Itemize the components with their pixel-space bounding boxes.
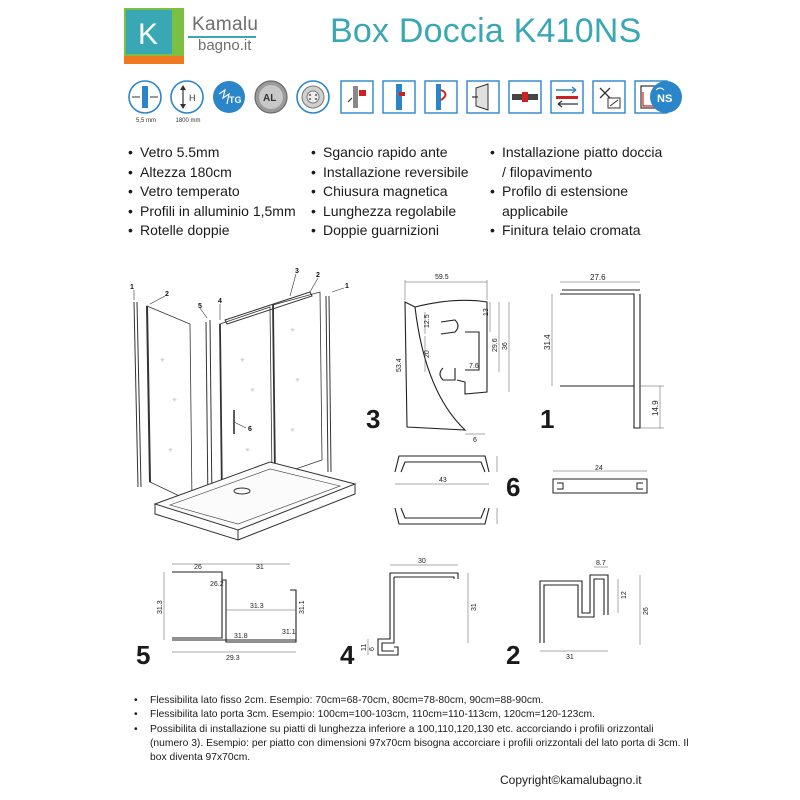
feature-item: applicabile: [502, 202, 569, 219]
profile-number: 1: [540, 404, 555, 434]
note-item: • Possibilita di installazione su piatti di lunghezza inferiore a 100,110,120,130 etc. accorciando i profili orizzontali (numero 3). Esempio: per piatto con dimensioni 97x70cm bisogna accorciare i profili orizzontali del lato porta di 3cm. Il box diventa 97x70cm.: [130, 723, 690, 766]
feature-item: • Finitura telaio cromata: [490, 221, 662, 241]
svg-text:43: 43: [439, 477, 447, 484]
feature-item: • Altezza 180cm: [128, 163, 296, 183]
svg-text:31.8: 31.8: [234, 633, 248, 640]
svg-text:31.3: 31.3: [157, 600, 164, 614]
adjustable-length-icon: [467, 81, 499, 113]
svg-text:24: 24: [595, 465, 603, 472]
callout-label: 4: [218, 298, 222, 305]
callout-label: 2: [316, 272, 320, 279]
svg-text:NS: NS: [657, 93, 673, 105]
brand-domain: bagno.it: [198, 37, 252, 54]
profile-4-drawing: [358, 555, 498, 670]
svg-text:30: 30: [418, 558, 426, 565]
feature-item: • Vetro 5.5mm: [128, 143, 296, 163]
svg-text:✳: ✳: [240, 358, 246, 364]
notes-list: [130, 694, 690, 765]
callout-label: 1: [345, 283, 349, 290]
profile-5-drawing: [150, 560, 310, 665]
callout-label: 3: [295, 268, 299, 275]
feature-column-3: [490, 143, 662, 241]
svg-text:TG: TG: [229, 95, 242, 105]
glass-thickness-caption: 5,5 mm: [135, 118, 156, 124]
feature-icons-row: [128, 80, 688, 124]
svg-text:29.6: 29.6: [492, 338, 499, 352]
callout-label: 6: [248, 426, 252, 433]
quick-release-icon: [341, 81, 373, 113]
feature-item: • Installazione piatto doccia: [490, 143, 662, 163]
svg-text:7.6: 7.6: [469, 363, 479, 370]
feature-item: • Profilo di estensione: [490, 182, 662, 202]
aluminium-icon: [255, 81, 287, 113]
callout-label: 1: [130, 284, 134, 291]
svg-text:20: 20: [424, 350, 431, 358]
height-caption: 1800 mm: [175, 118, 201, 124]
svg-text:✳: ✳: [290, 428, 296, 434]
svg-text:31: 31: [566, 654, 574, 661]
profile-number: 6: [506, 472, 521, 502]
svg-text:31: 31: [471, 603, 478, 611]
svg-text:31: 31: [256, 564, 264, 571]
reversible-icon: [383, 81, 415, 113]
svg-text:✳: ✳: [245, 448, 251, 454]
svg-text:✳: ✳: [290, 328, 296, 334]
copyright-text: Copyright©kamalubagno.it: [500, 773, 642, 787]
cut-profile-icon: [593, 81, 625, 113]
profile-1-drawing: [540, 268, 680, 438]
brand-name: Kamalu: [192, 14, 259, 35]
svg-text:29.3: 29.3: [226, 655, 240, 662]
callout-label: 5: [198, 303, 202, 310]
logo-letter: K: [138, 18, 159, 51]
profile-number: 5: [136, 640, 151, 670]
exploded-view-drawing: [120, 262, 360, 542]
profile-6-section: [545, 465, 655, 501]
tray-installation-icon: [551, 81, 583, 113]
profile-number: 2: [506, 640, 521, 670]
brand-logo: [124, 8, 184, 64]
svg-text:AL: AL: [263, 93, 277, 104]
svg-text:14.9: 14.9: [651, 400, 660, 416]
feature-item: / filopavimento: [502, 163, 593, 180]
svg-text:53.4: 53.4: [396, 358, 403, 372]
svg-text:13: 13: [483, 308, 490, 316]
profile-6-drawing: [385, 448, 505, 548]
svg-text:31.4: 31.4: [543, 334, 552, 350]
feature-item: • Vetro temperato: [128, 182, 296, 202]
svg-text:✳: ✳: [172, 398, 178, 404]
svg-text:27.6: 27.6: [590, 273, 606, 282]
page-title: Box Doccia K410NS: [330, 12, 642, 50]
svg-text:11: 11: [361, 643, 368, 651]
svg-text:12.5: 12.5: [424, 314, 431, 328]
svg-text:31.1: 31.1: [282, 629, 296, 636]
feature-item: • Sgancio rapido ante: [311, 143, 469, 163]
tempered-glass-icon: [213, 81, 245, 113]
svg-text:26: 26: [643, 607, 650, 615]
height-icon: [171, 81, 203, 113]
feature-column-1: [128, 143, 296, 241]
profile-3-drawing: [395, 272, 520, 444]
svg-text:✳: ✳: [250, 388, 256, 394]
svg-text:6: 6: [369, 647, 376, 651]
profile-number: 3: [366, 404, 381, 434]
profile-2-drawing: [530, 555, 670, 665]
feature-item: • Installazione reversibile: [311, 163, 469, 183]
svg-text:✳: ✳: [160, 358, 166, 364]
svg-text:✳: ✳: [295, 378, 301, 384]
note-item: • Flessibilita lato porta 3cm. Esempio: 100cm=100-103cm, 110cm=110-113cm, 120cm=120-123cm.: [130, 708, 690, 722]
svg-text:31.3: 31.3: [250, 603, 264, 610]
glass-thickness-icon: [129, 81, 161, 113]
feature-column-2: [311, 143, 469, 241]
feature-item: • Profili in alluminio 1,5mm: [128, 202, 296, 222]
svg-text:6: 6: [473, 437, 477, 444]
feature-item: • Chiusura magnetica: [311, 182, 469, 202]
magnetic-closure-icon: [425, 81, 457, 113]
svg-text:31.1: 31.1: [299, 600, 306, 614]
ns-icon: [648, 80, 684, 116]
double-seal-icon: [509, 81, 541, 113]
svg-text:26: 26: [194, 564, 202, 571]
note-item: • Flessibilita lato fisso 2cm. Esempio: 70cm=68-70cm, 80cm=78-80cm, 90cm=88-90cm.: [130, 694, 690, 708]
feature-item: • Doppie guarnizioni: [311, 221, 469, 241]
svg-text:36: 36: [502, 342, 509, 350]
svg-text:12: 12: [621, 591, 628, 599]
svg-text:26.2: 26.2: [210, 581, 224, 588]
svg-text:H: H: [189, 93, 196, 103]
callout-label: 2: [165, 291, 169, 298]
svg-text:59.5: 59.5: [435, 274, 449, 281]
feature-list: [128, 143, 688, 243]
feature-item: • Rotelle doppie: [128, 221, 296, 241]
drain-icon: [297, 81, 329, 113]
profile-number: 4: [340, 640, 355, 670]
svg-text:8.7: 8.7: [596, 560, 606, 567]
svg-text:✳: ✳: [168, 448, 174, 454]
feature-item: • Lunghezza regolabile: [311, 202, 469, 222]
